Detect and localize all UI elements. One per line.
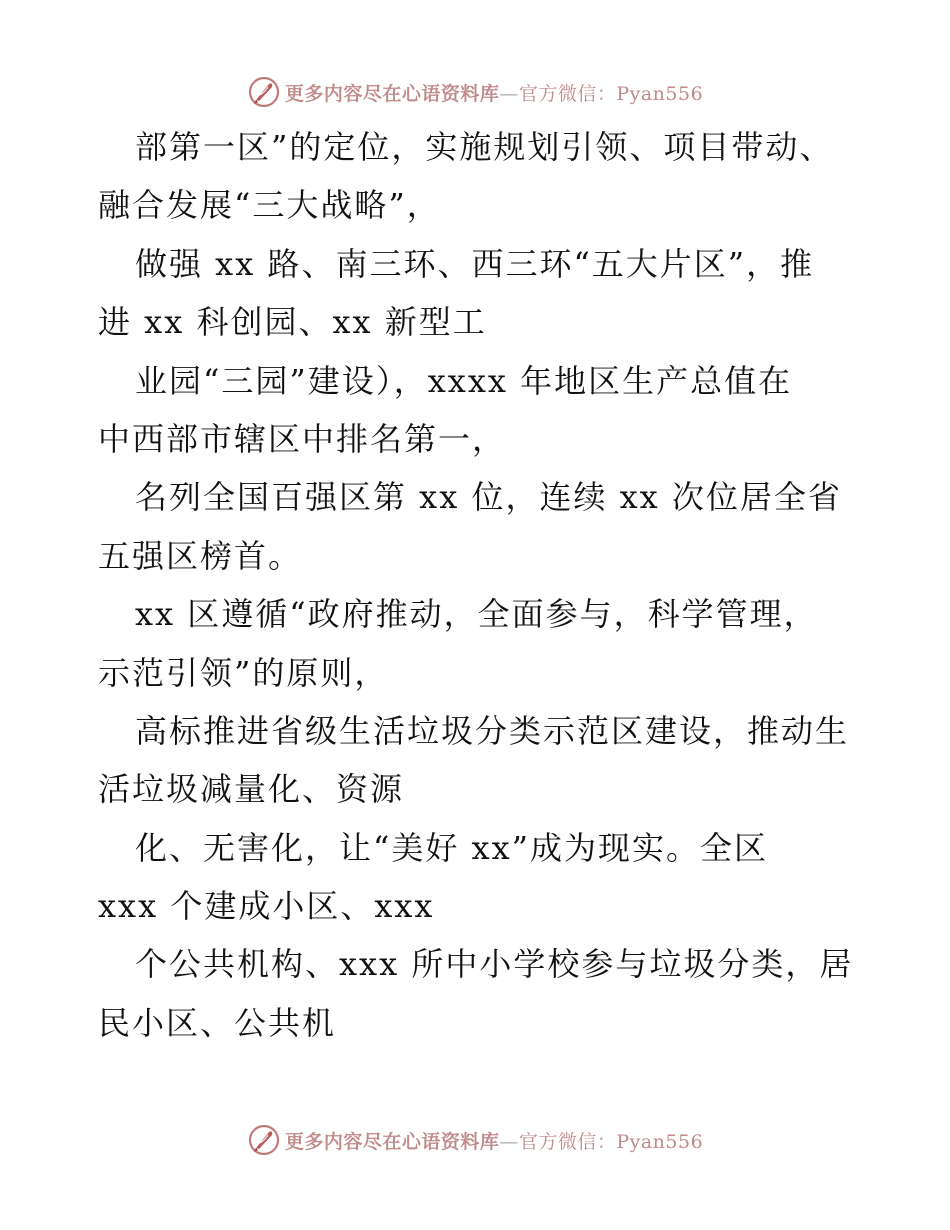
footer-watermark: [0, 1120, 950, 1160]
text-line: 中西部市辖区中排名第一，: [98, 419, 507, 458]
watermark-text: [285, 79, 703, 106]
text-line: 做强 xx 路、南三环、西三环“五大片区”，推: [135, 244, 815, 283]
quill-pen-logo-icon: [247, 1123, 281, 1157]
text-line: 高标推进省级生活垃圾分类示范区建设，推动生: [135, 711, 850, 750]
watermark-contact-text: 官方微信：Pyan556: [518, 1130, 704, 1153]
text-line: 进 xx 科创园、xx 新型工: [98, 303, 487, 342]
text-line: xxx 个建成小区、xxx: [98, 887, 435, 926]
text-line: 民小区、公共机: [98, 1003, 337, 1042]
text-line: 部第一区”的定位，实施规划引领、项目带动、: [135, 128, 834, 166]
text-line: 业园“三园”建设），xxxx 年地区生产总值在: [135, 361, 793, 400]
watermark-main-text: 更多内容尽在心语资料库: [284, 1130, 500, 1153]
quill-pen-logo-icon: [247, 75, 281, 109]
watermark-text: [285, 1127, 703, 1154]
text-line: xx 区遵循“政府推动，全面参与，科学管理，: [135, 595, 818, 634]
text-line: 五强区榜首。: [98, 536, 303, 575]
watermark-separator: —: [499, 82, 519, 105]
text-line: 个公共机构、xxx 所中小学校参与垃圾分类，居: [135, 945, 854, 984]
text-line: 示范引领”的原则，: [98, 653, 389, 692]
text-line: 名列全国百强区第 xx 位，连续 xx 次位居全省: [135, 478, 842, 517]
document-body: [98, 118, 858, 1052]
header-watermark: [0, 72, 950, 112]
watermark-separator: —: [499, 1130, 519, 1153]
text-line: 活垃圾减量化、资源: [98, 770, 405, 809]
watermark-main-text: 更多内容尽在心语资料库: [284, 82, 500, 105]
watermark-contact-text: 官方微信：Pyan556: [518, 82, 704, 105]
text-line: 化、无害化，让“美好 xx”成为现实。全区: [135, 828, 768, 867]
text-line: 融合发展“三大战略”，: [98, 186, 441, 225]
